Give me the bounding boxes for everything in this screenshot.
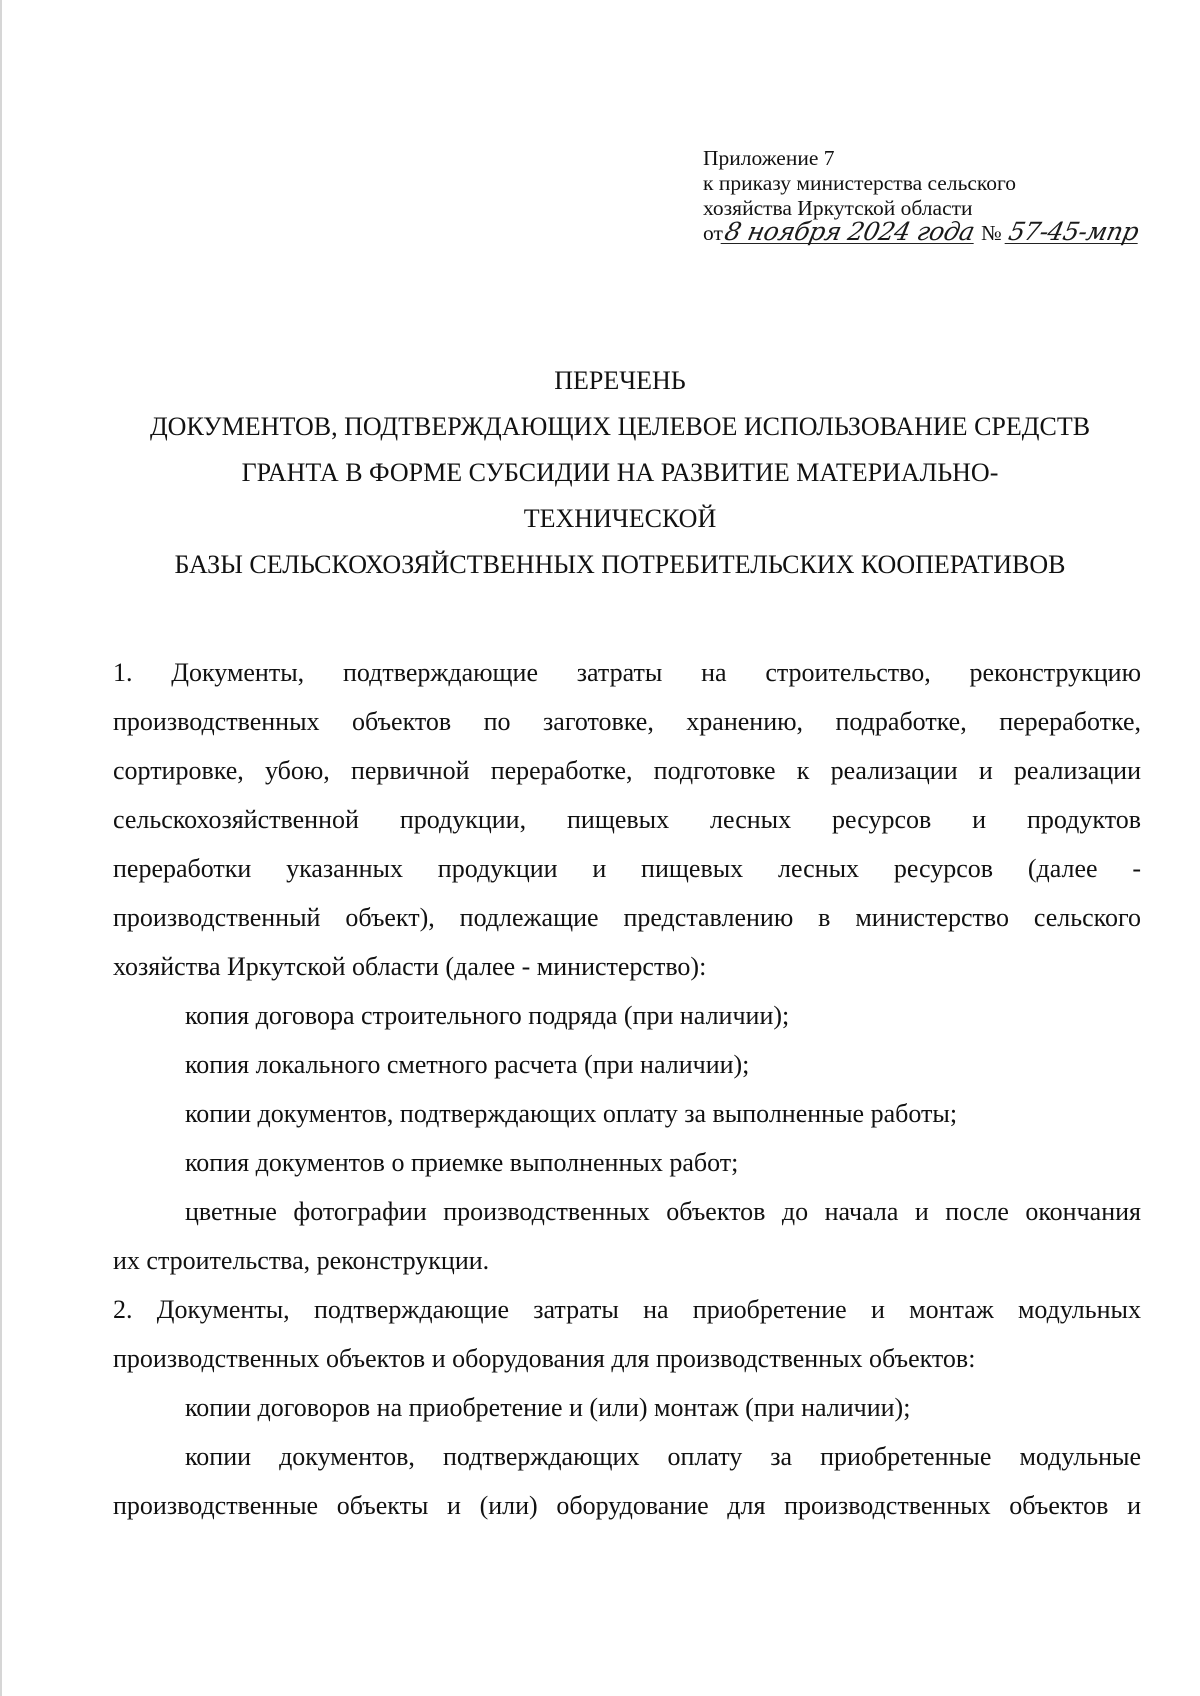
handwritten-order-number: 57-45-мпр bbox=[1005, 217, 1141, 246]
section-1-line-2: производственных объектов по заготовке, хранению, подработке, переработке, bbox=[113, 707, 1141, 736]
title-line-5: БАЗЫ СЕЛЬСКОХОЗЯЙСТВЕННЫХ ПОТРЕБИТЕЛЬСКИХ КООПЕРАТИВОВ bbox=[174, 550, 1066, 579]
number-sign: № bbox=[980, 221, 1002, 245]
from-prefix: от bbox=[703, 221, 723, 245]
photo-item bbox=[113, 1187, 1141, 1285]
section-1-line-3: сортировке, убою, первичной переработке, подготовке к реализации и реализации bbox=[113, 756, 1141, 785]
section-2-line-1: 2. Документы, подтверждающие затраты на приобретение и монтаж модульных bbox=[113, 1295, 1141, 1324]
title-line-3: ГРАНТА В ФОРМЕ СУБСИДИИ НА РАЗВИТИЕ МАТЕРИАЛЬНО- bbox=[241, 458, 999, 487]
section-1-line-6: производственный объект), подлежащие представлению в министерство сельского bbox=[113, 903, 1141, 932]
document-body bbox=[113, 648, 1141, 1530]
list-item: копии договоров на приобретение и (или) монтаж (при наличии); bbox=[185, 1393, 911, 1422]
section-1-line-5: переработки указанных продукции и пищевых лесных ресурсов (далее - bbox=[113, 854, 1141, 883]
title-line-2: ДОКУМЕНТОВ, ПОДТВЕРЖДАЮЩИХ ЦЕЛЕВОЕ ИСПОЛЬЗОВАНИЕ СРЕДСТВ bbox=[149, 412, 1091, 441]
appendix-header bbox=[703, 146, 1143, 246]
scan-edge bbox=[0, 0, 2, 1696]
section-2-intro bbox=[113, 1285, 1141, 1383]
section-1-intro bbox=[113, 648, 1141, 991]
list-item: копия договора строительного подряда (при наличии); bbox=[185, 1001, 790, 1030]
handwritten-date: 8 ноября 2024 года bbox=[722, 217, 977, 246]
photo-item-line-2: их строительства, реконструкции. bbox=[113, 1246, 490, 1275]
title-line-4: ТЕХНИЧЕСКОЙ bbox=[523, 504, 717, 533]
title-line-1: ПЕРЕЧЕНЬ bbox=[554, 366, 686, 395]
list-item: копия локального сметного расчета (при наличии); bbox=[185, 1050, 750, 1079]
section-1-line-7: хозяйства Иркутской области (далее - министерство): bbox=[113, 952, 707, 981]
payment-item-line-1: копии документов, подтверждающих оплату за приобретенные модульные bbox=[185, 1442, 1141, 1471]
appendix-order-ref: к приказу министерства сельского bbox=[703, 171, 1017, 195]
section-1-line-1: 1. Документы, подтверждающие затраты на строительство, реконструкцию bbox=[113, 658, 1141, 687]
payment-item-line-2: производственные объекты и (или) оборудование для производственных объектов и bbox=[113, 1491, 1141, 1520]
appendix-date-line bbox=[703, 217, 1143, 246]
section-1-line-4: сельскохозяйственной продукции, пищевых лесных ресурсов и продуктов bbox=[113, 805, 1141, 834]
section-2-payment-item bbox=[113, 1432, 1141, 1530]
document-title bbox=[100, 358, 1140, 588]
appendix-ministry: хозяйства Иркутской области bbox=[703, 196, 973, 220]
list-item: копии документов, подтверждающих оплату за выполненные работы; bbox=[185, 1099, 958, 1128]
photo-item-line-1: цветные фотографии производственных объектов до начала и после окончания bbox=[185, 1197, 1141, 1226]
appendix-number: Приложение 7 bbox=[703, 146, 835, 170]
section-2-line-2: производственных объектов и оборудования для производственных объектов: bbox=[113, 1344, 976, 1373]
list-item: копия документов о приемке выполненных работ; bbox=[185, 1148, 739, 1177]
